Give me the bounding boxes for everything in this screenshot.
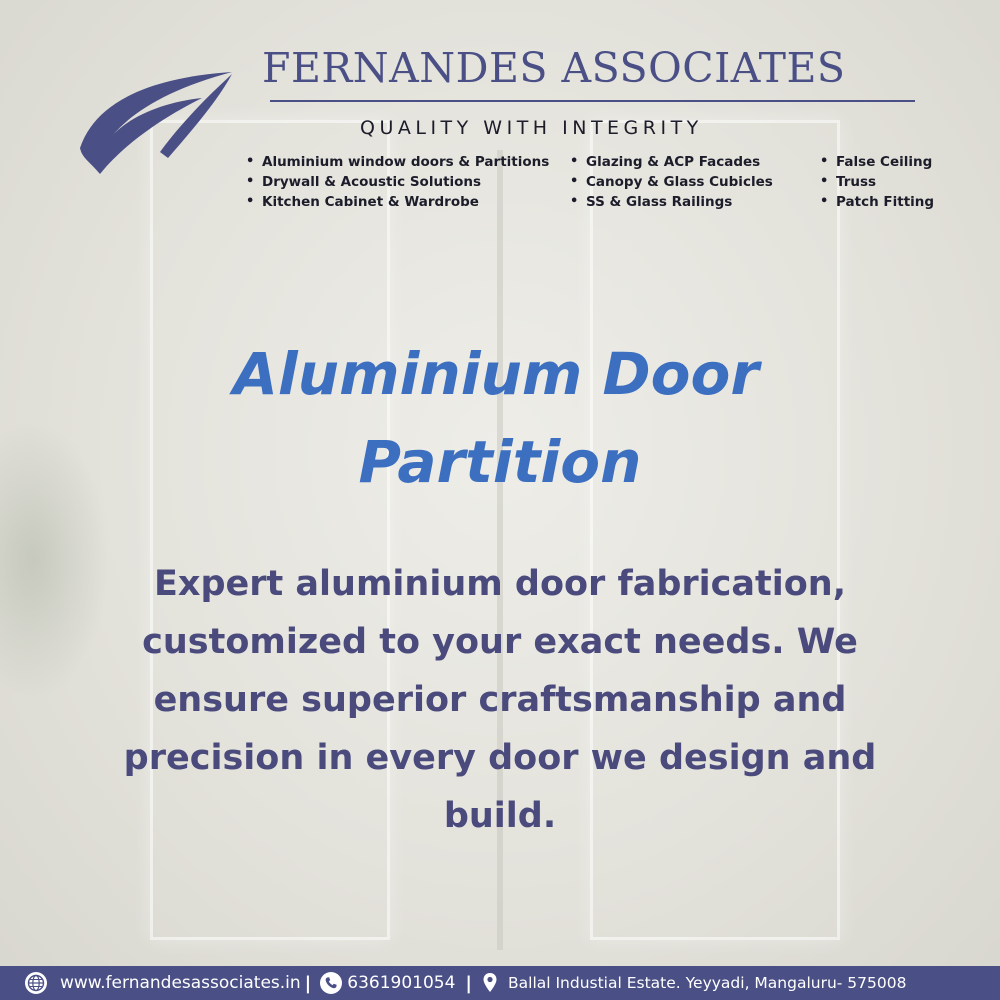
headline — [0, 330, 1000, 506]
contact-footer — [0, 966, 1000, 1000]
globe-icon — [24, 971, 48, 995]
company-name: FERNANDES ASSOCIATES — [262, 44, 846, 92]
separator: | — [465, 972, 472, 994]
swoosh-logo-icon — [72, 66, 242, 176]
service-item: • False Ceiling — [818, 152, 934, 172]
service-item: • Truss — [818, 172, 934, 192]
phone-icon — [319, 971, 343, 995]
service-item: • Canopy & Glass Cubicles — [568, 172, 773, 192]
description-text: Expert aluminium door fabrication, customized to your exact needs. We ensure superior craftsmanship and precision in every door we design and build. — [123, 564, 877, 836]
service-item: • Kitchen Cabinet & Wardrobe — [244, 192, 549, 212]
service-item: • SS & Glass Railings — [568, 192, 773, 212]
services-list-column-2 — [568, 152, 773, 212]
headline-line-1: Aluminium Door — [233, 340, 759, 408]
location-pin-icon — [478, 971, 502, 995]
service-item: • Glazing & ACP Facades — [568, 152, 773, 172]
separator: | — [304, 972, 312, 994]
services-list-column-3 — [818, 152, 934, 212]
phone-number[interactable]: 6361901054 — [347, 973, 456, 993]
services-list-column-1 — [244, 152, 549, 212]
service-item: • Patch Fitting — [818, 192, 934, 212]
title-divider — [270, 100, 915, 102]
service-item: • Aluminium window doors & Partitions — [244, 152, 549, 172]
website-link[interactable]: www.fernandesassociates.in — [60, 973, 301, 993]
service-item: • Drywall & Acoustic Solutions — [244, 172, 549, 192]
headline-line-2: Partition — [358, 428, 642, 496]
tagline: QUALITY WITH INTEGRITY — [360, 117, 703, 139]
address-text: Ballal Industial Estate. Yeyyadi, Mangaluru- 575008 — [508, 974, 907, 992]
